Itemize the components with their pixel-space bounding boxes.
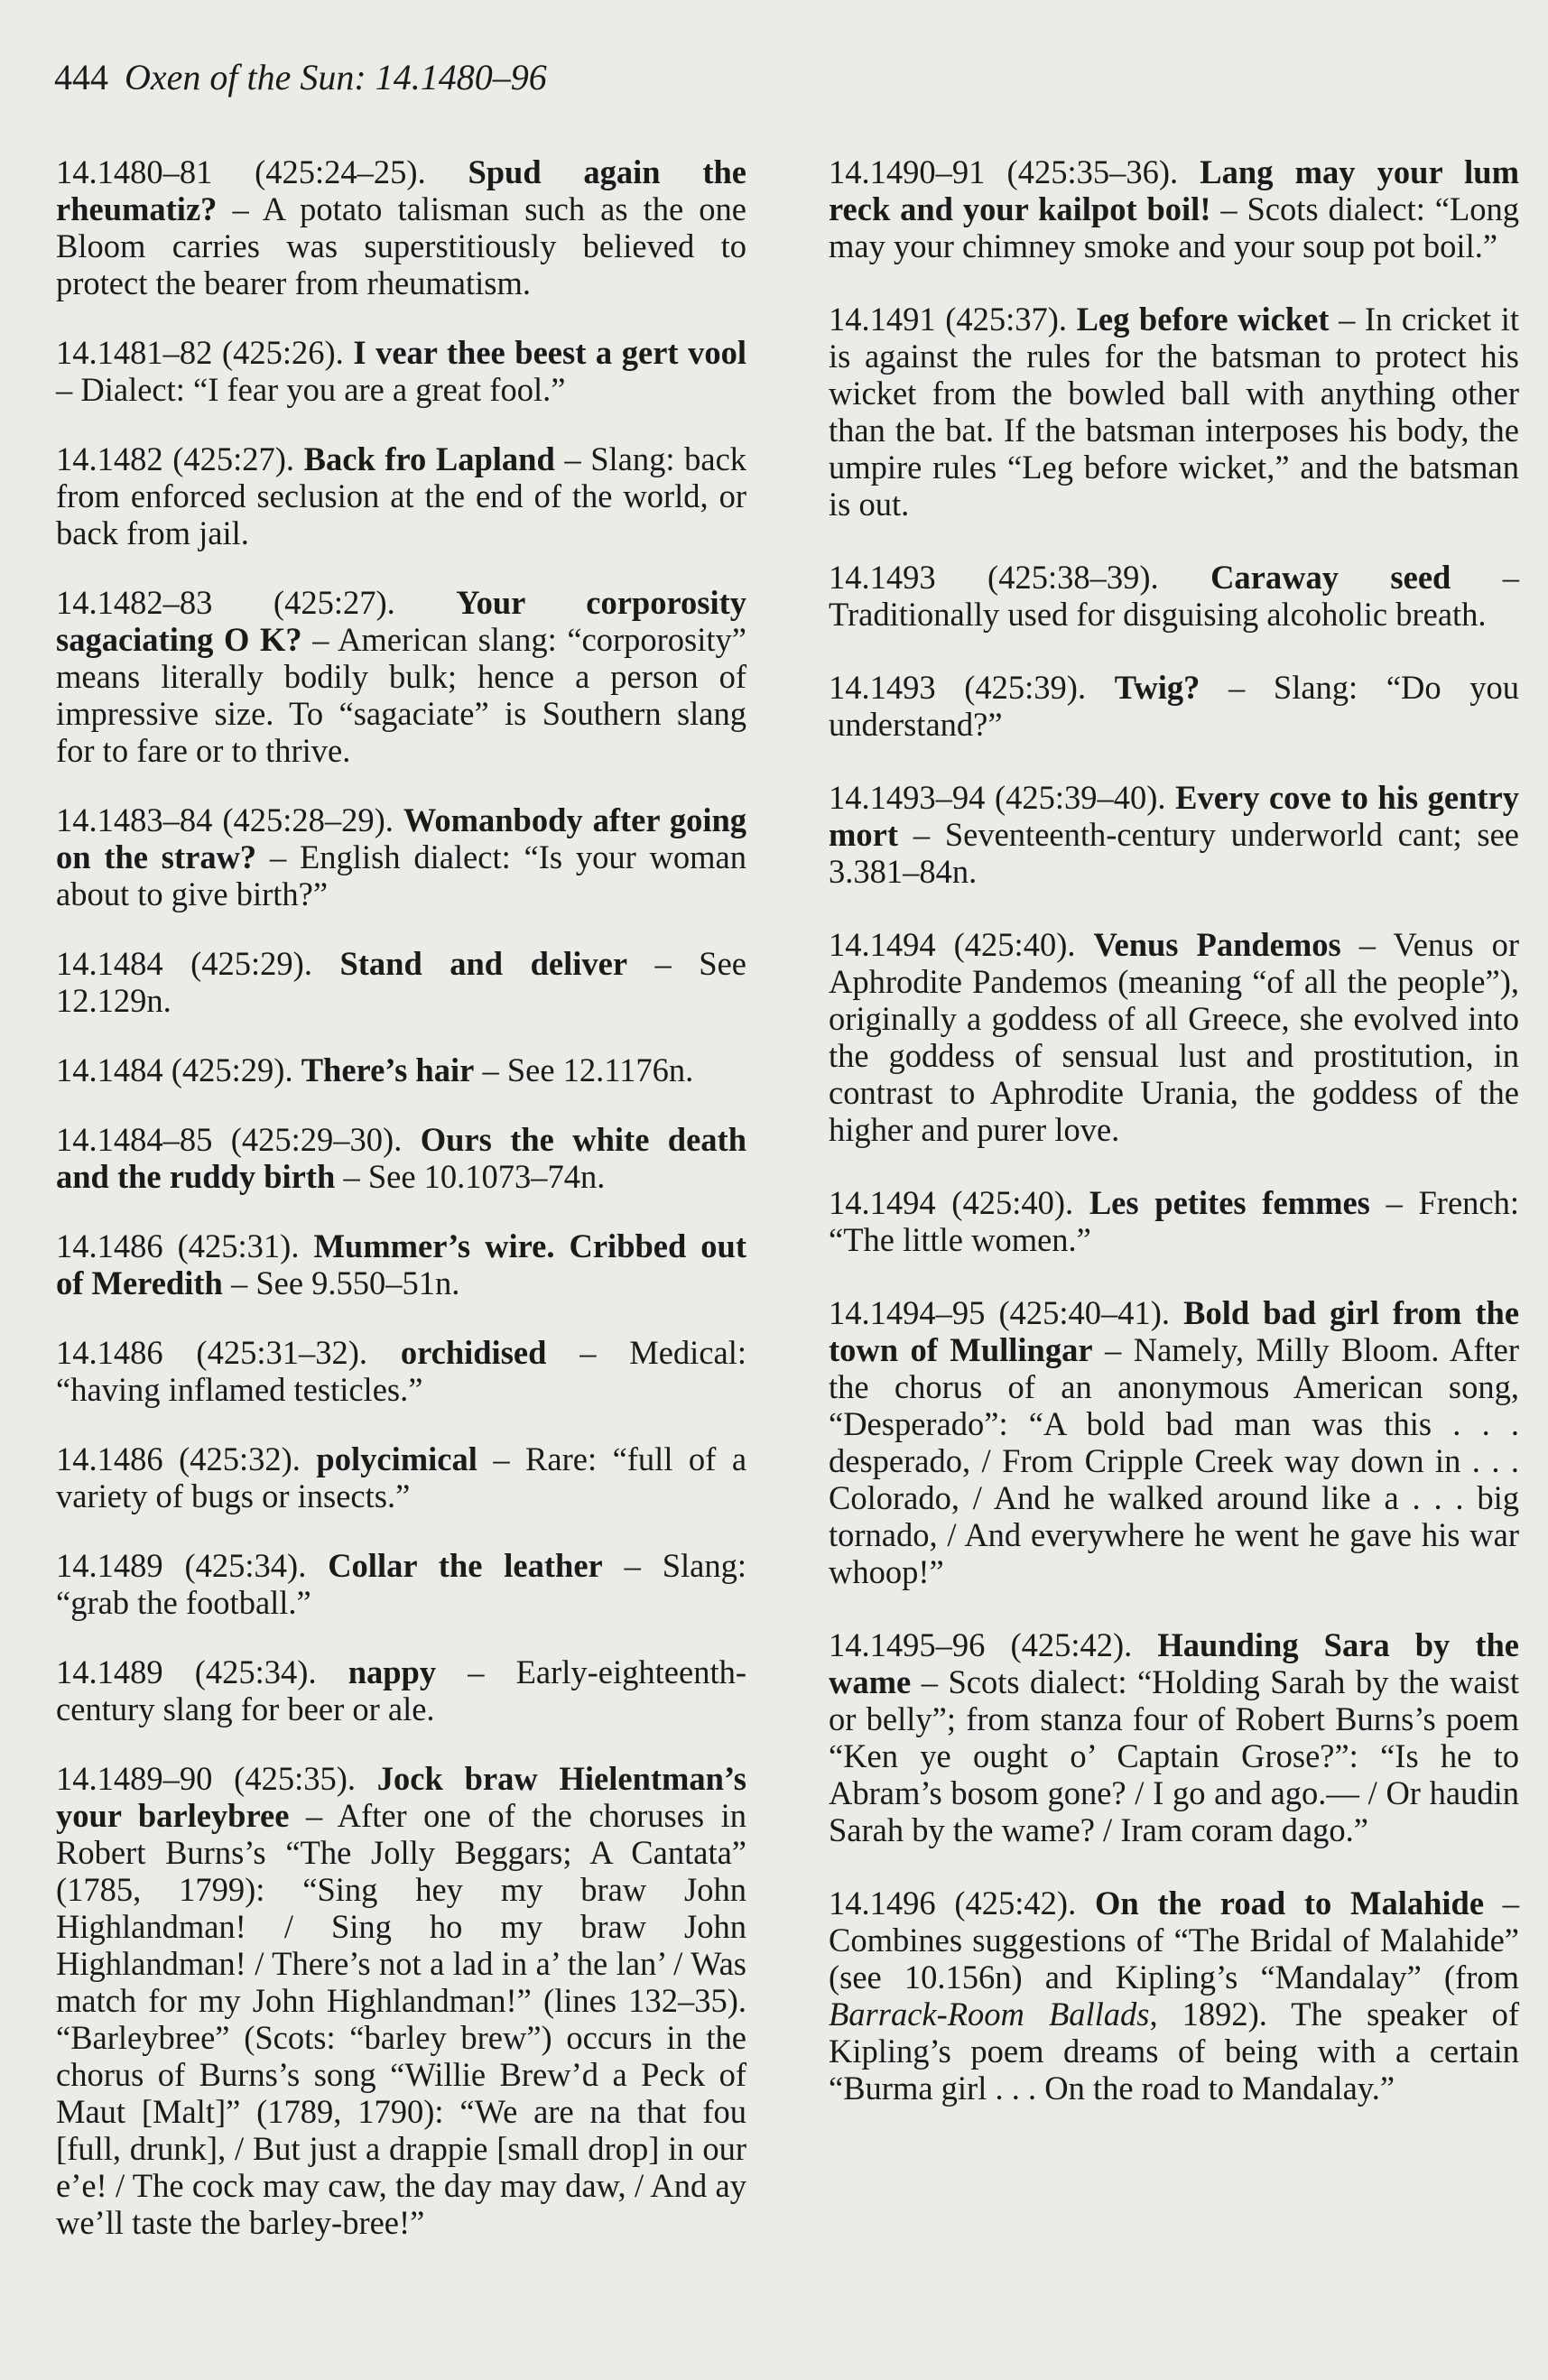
annotation-entry xyxy=(829,153,1519,264)
entry-lemma: There’s hair xyxy=(301,1051,475,1088)
entry-lemma: Back fro Lapland xyxy=(303,440,555,477)
entry-lemma: Leg before wicket xyxy=(1076,301,1330,338)
entry-reference: 14.1484 (425:29). xyxy=(56,1051,293,1088)
entry-gloss: – Slang: back from enforced seclusion at the end of the world, or back from jail. xyxy=(56,440,747,551)
entry-reference: 14.1494 (425:40). xyxy=(829,926,1076,963)
entry-gloss: – American slang: “corporosity” means literally bodily bulk; hence a person of impressive size. To “sagaciate” is Southern slang for to fare or to thrive. xyxy=(56,621,746,769)
annotation-entry xyxy=(56,1653,746,1727)
entry-reference: 14.1494–95 (425:40–41). xyxy=(829,1294,1171,1331)
left-column xyxy=(56,153,746,2274)
annotation-entry xyxy=(829,1294,1519,1590)
entry-gloss: – Traditionally used for disguising alcoholic breath. xyxy=(829,559,1520,633)
annotation-entry xyxy=(829,779,1519,890)
annotation-entry xyxy=(56,584,746,769)
annotation-entry xyxy=(829,1885,1519,2107)
annotation-entry xyxy=(829,1626,1519,1848)
entry-reference: 14.1484–85 (425:29–30). xyxy=(56,1121,403,1158)
running-title: Oxen of the Sun: 14.1480–96 xyxy=(125,57,547,97)
entry-reference: 14.1494 (425:40). xyxy=(829,1184,1074,1221)
annotation-entry xyxy=(56,1121,746,1195)
entry-gloss: – Dialect: “I fear you are a great fool.” xyxy=(56,371,566,408)
annotation-entry xyxy=(56,1760,746,2241)
entry-lemma: nappy xyxy=(348,1653,437,1690)
entry-gloss: – After one of the choruses in Robert Burns’s “The Jolly Beggars; A Cantata” (1785, 1799): “Sing hey my braw John Highlandman! / Sing ho my braw John Highlandman! / There’s not a lad in a’ the lan’ / Was match for my John Highlandman!” (lines 132–35). “Barleybree” (Scots: “barley brew”) occurs in the chorus of Burns’s song “Willie Brew’d a Peck of Maut [Malt]” (1789, 1790): “We are na that fou [full, drunk], / But just a drappie [small drop] in our e’e! / The cock may caw, the day may daw, / And ay we’ll taste the barley-bree!” xyxy=(56,1797,746,2241)
entry-gloss: – In cricket it is against the rules for the batsman to protect his wicket from the bowled ball with anything other than the bat. If the batsman interposes his body, the umpire rules “Leg before wicket,” and the batsman is out. xyxy=(829,301,1519,523)
entry-gloss: – Namely, Milly Bloom. After the chorus of an anonymous American song, “Desperado”: “A bold bad man was this . . . desperado, / From Cripple Creek way down in . . . Colorado, / And he walked around like a . . . big tornado, / And everywhere he went he gave his war whoop!” xyxy=(829,1331,1519,1590)
entry-gloss-part: – Combines suggestions of “The Bridal of Malahide” (see 10.156n) and Kipling’s “Mandalay” (from xyxy=(829,1885,1520,1996)
entry-reference: 14.1491 (425:37). xyxy=(829,301,1068,338)
entry-lemma: Les petites femmes xyxy=(1089,1184,1370,1221)
entry-reference: 14.1493 (425:38–39). xyxy=(829,559,1159,596)
entry-gloss: – Scots dialect: “Long may your chimney smoke and your soup pot boil.” xyxy=(829,190,1520,264)
running-header xyxy=(54,57,547,97)
entry-gloss: – Venus or Aphrodite Pandemos (meaning “of all the people”), originally a goddess of all Greece, she evolved into the goddess of sensual lust and prostitution, in contrast to Aphrodite Urania, the goddess of the higher and purer love. xyxy=(829,926,1520,1148)
entry-reference: 14.1482 (425:27). xyxy=(56,440,295,477)
annotation-entry xyxy=(56,1547,746,1621)
right-column xyxy=(829,153,1519,2143)
annotation-entry xyxy=(56,801,746,912)
entry-gloss: – See 10.1073–74n. xyxy=(343,1158,606,1195)
annotation-entry xyxy=(56,1334,746,1408)
entry-gloss: – French: “The little women.” xyxy=(829,1184,1519,1258)
entry-lemma: Lang may your lum reck and your kailpot boil! xyxy=(829,153,1520,227)
entry-lemma: Collar the leather xyxy=(328,1547,603,1584)
entry-reference: 14.1493 (425:39). xyxy=(829,669,1087,706)
entry-lemma: Spud again the rheumatiz? xyxy=(56,153,746,227)
annotation-entry xyxy=(829,559,1519,633)
entry-lemma: Ours the white death and the ruddy birth xyxy=(56,1121,747,1195)
entry-lemma: On the road to Malahide xyxy=(1094,1885,1485,1922)
entry-reference: 14.1486 (425:32). xyxy=(56,1440,301,1477)
annotation-entry xyxy=(56,153,746,301)
entry-gloss: – A potato talisman such as the one Bloom carries was superstitiously believed to protect the bearer from rheumatism. xyxy=(56,190,746,301)
page-number: 444 xyxy=(54,57,108,97)
entry-gloss: – See 12.1176n. xyxy=(482,1051,694,1088)
entry-gloss-title: Barrack-Room Ballads xyxy=(829,1996,1150,2033)
entry-reference: 14.1483–84 (425:28–29). xyxy=(56,801,394,838)
entry-lemma: Bold bad girl from the town of Mullingar xyxy=(829,1294,1520,1368)
entry-gloss: – See 12.129n. xyxy=(56,945,746,1019)
entry-reference: 14.1486 (425:31). xyxy=(56,1227,300,1264)
annotation-entry xyxy=(829,669,1519,743)
entry-gloss: – See 9.550–51n. xyxy=(230,1264,460,1301)
entry-reference: 14.1489 (425:34). xyxy=(56,1547,307,1584)
entry-lemma: Your corporosity sagaciating O K? xyxy=(56,584,746,658)
entry-gloss: – Early-eighteenth-century slang for beer or ale. xyxy=(56,1653,746,1727)
entry-gloss: – Rare: “full of a variety of bugs or insects.” xyxy=(56,1440,747,1514)
entry-lemma: Every cove to his gentry mort xyxy=(829,779,1519,853)
annotation-entry xyxy=(56,1440,746,1514)
entry-reference: 14.1489–90 (425:35). xyxy=(56,1760,356,1797)
annotation-entry xyxy=(56,440,746,551)
entry-reference: 14.1486 (425:31–32). xyxy=(56,1334,368,1371)
entry-lemma: Womanbody after going on the straw? xyxy=(56,801,747,875)
entry-lemma: Mummer’s wire. Cribbed out of Meredith xyxy=(56,1227,747,1301)
annotation-entry xyxy=(829,1184,1519,1258)
annotation-entry xyxy=(56,334,746,408)
entry-gloss-part: , 1892). The speaker of Kipling’s poem dreams of being with a certain “Burma girl . . . On the road to Mandalay.” xyxy=(829,1996,1519,2107)
entry-reference: 14.1484 (425:29). xyxy=(56,945,312,982)
entry-lemma: orchidised xyxy=(400,1334,547,1371)
entry-gloss: – Medical: “having inflamed testicles.” xyxy=(56,1334,747,1408)
entry-gloss: – Slang: “grab the football.” xyxy=(56,1547,747,1621)
annotation-entry xyxy=(56,1051,746,1088)
entry-gloss: – Scots dialect: “Holding Sarah by the waist or belly”; from stanza four of Robert Burns’s poem “Ken ye ought o’ Captain Grose?”: “Is he to Abram’s bosom gone? / I go and ago.— / Or haudin Sarah by the wame? / Iram coram dago.” xyxy=(829,1663,1520,1848)
entry-reference: 14.1482–83 (425:27). xyxy=(56,584,395,621)
entry-reference: 14.1481–82 (425:26). xyxy=(56,334,344,371)
annotation-entry xyxy=(829,301,1519,523)
annotation-entry xyxy=(56,1227,746,1301)
entry-reference: 14.1493–94 (425:39–40). xyxy=(829,779,1166,816)
entry-lemma: Stand and deliver xyxy=(339,945,628,982)
entry-lemma: Caraway seed xyxy=(1210,559,1451,596)
annotation-entry xyxy=(56,945,746,1019)
entry-gloss: – Slang: “Do you understand?” xyxy=(829,669,1520,743)
entry-gloss: – English dialect: “Is your woman about to give birth?” xyxy=(56,838,746,912)
entry-reference: 14.1480–81 (425:24–25). xyxy=(56,153,426,190)
annotation-entry xyxy=(829,926,1519,1148)
entry-gloss: – Seventeenth-century underworld cant; see 3.381–84n. xyxy=(829,816,1519,890)
entry-lemma: Haunding Sara by the wame xyxy=(829,1626,1520,1700)
entry-lemma: I vear thee beest a gert vool xyxy=(353,334,746,371)
entry-lemma: Venus Pandemos xyxy=(1093,926,1341,963)
entry-lemma: polycimical xyxy=(316,1440,477,1477)
entry-reference: 14.1490–91 (425:35–36). xyxy=(829,153,1179,190)
entry-reference: 14.1496 (425:42). xyxy=(829,1885,1077,1922)
entry-lemma: Twig? xyxy=(1114,669,1200,706)
entry-reference: 14.1495–96 (425:42). xyxy=(829,1626,1133,1663)
entry-lemma: Jock braw Hielentman’s your barleybree xyxy=(56,1760,746,1834)
entry-reference: 14.1489 (425:34). xyxy=(56,1653,317,1690)
